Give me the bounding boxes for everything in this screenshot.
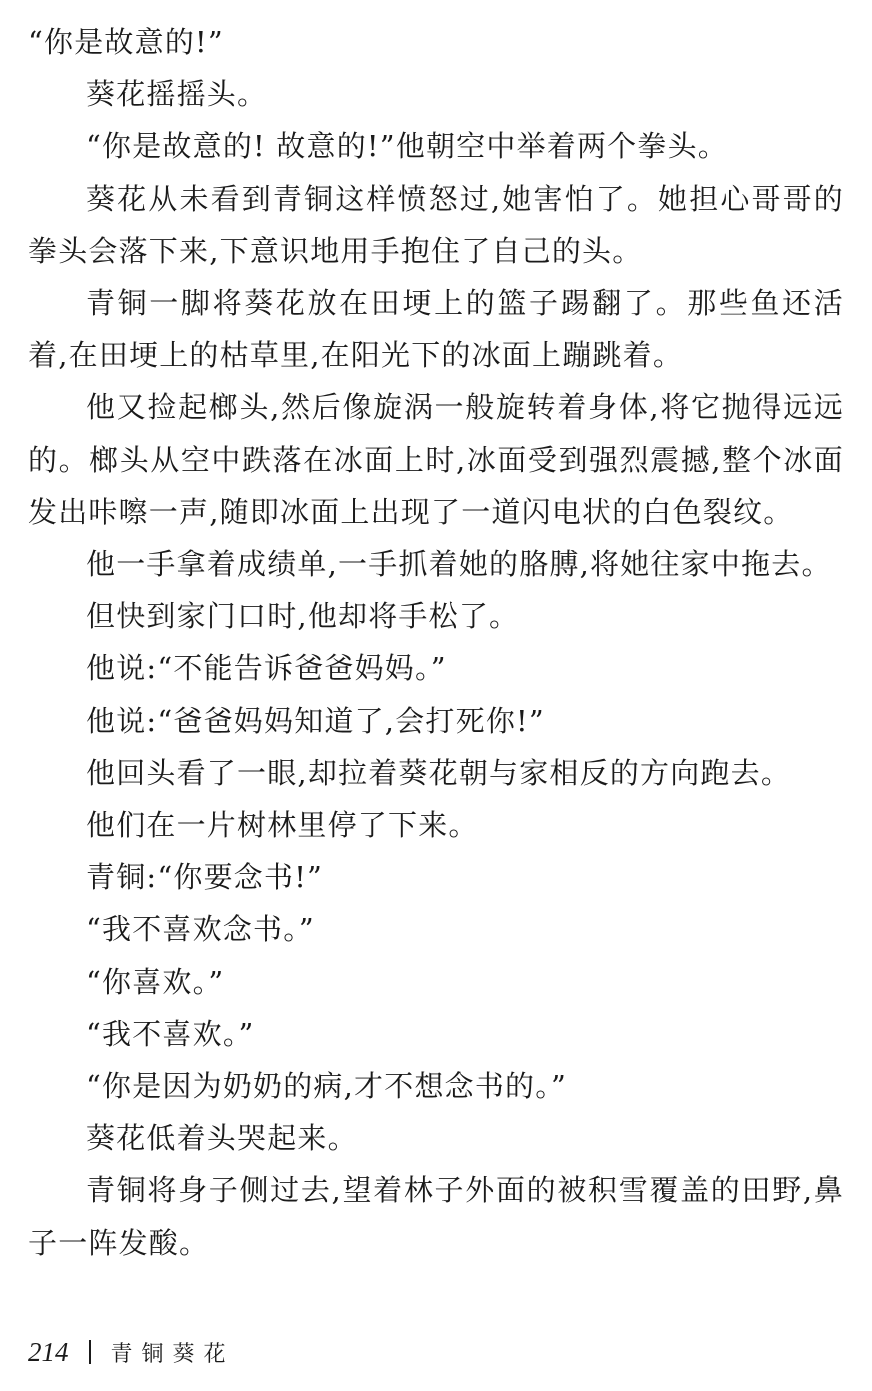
paragraph: “我不喜欢。” [86,1016,255,1051]
paragraph: 他又捡起榔头,然后像旋涡一般旋转着身体,将它抛得远远的。榔头从空中跌落在冰面上时,冰面受到强烈震撼,整个冰面发出咔嚓一声,随即冰面上出现了一道闪电状的白色裂纹。 [28,390,844,529]
paragraph: 他们在一片树林里停了下来。 [86,808,479,843]
book-title: 青铜葵花 [110,1341,235,1367]
paragraph: 青铜:“你要念书!” [86,860,324,895]
paragraph: “你喜欢。” [86,964,225,999]
paragraph: 他说:“不能告诉爸爸妈妈。” [86,651,447,686]
paragraph: 他回头看了一眼,却拉着葵花朝与家相反的方向跑去。 [86,755,792,790]
page-number: 214 [28,1336,69,1367]
paragraph: “我不喜欢念书。” [86,912,315,947]
page-body-text [28,16,844,1269]
paragraph: “你是故意的!” [28,25,224,59]
paragraph: 葵花摇摇头。 [86,77,268,112]
paragraph: 青铜一脚将葵花放在田埂上的篮子踢翻了。那些鱼还活着,在田埂上的枯草里,在阳光下的冰面上蹦跳着。 [28,286,844,373]
paragraph: 葵花从未看到青铜这样愤怒过,她害怕了。她担心哥哥的拳头会落下来,下意识地用手抱住了自己的头。 [28,181,844,268]
paragraph: “你是故意的! 故意的!”他朝空中举着两个拳头。 [86,129,728,164]
paragraph: 青铜将身子侧过去,望着林子外面的被积雪覆盖的田野,鼻子一阵发酸。 [28,1173,844,1260]
paragraph: 他一手拿着成绩单,一手抓着她的胳膊,将她往家中拖去。 [86,547,832,582]
footer-divider [89,1340,91,1364]
page-footer [28,1334,235,1370]
paragraph: 他说:“爸爸妈妈知道了,会打死你!” [86,703,545,738]
paragraph: 葵花低着头哭起来。 [86,1121,358,1156]
paragraph: 但快到家门口时,他却将手松了。 [86,599,520,634]
paragraph: “你是因为奶奶的病,才不想念书的。” [86,1069,567,1104]
